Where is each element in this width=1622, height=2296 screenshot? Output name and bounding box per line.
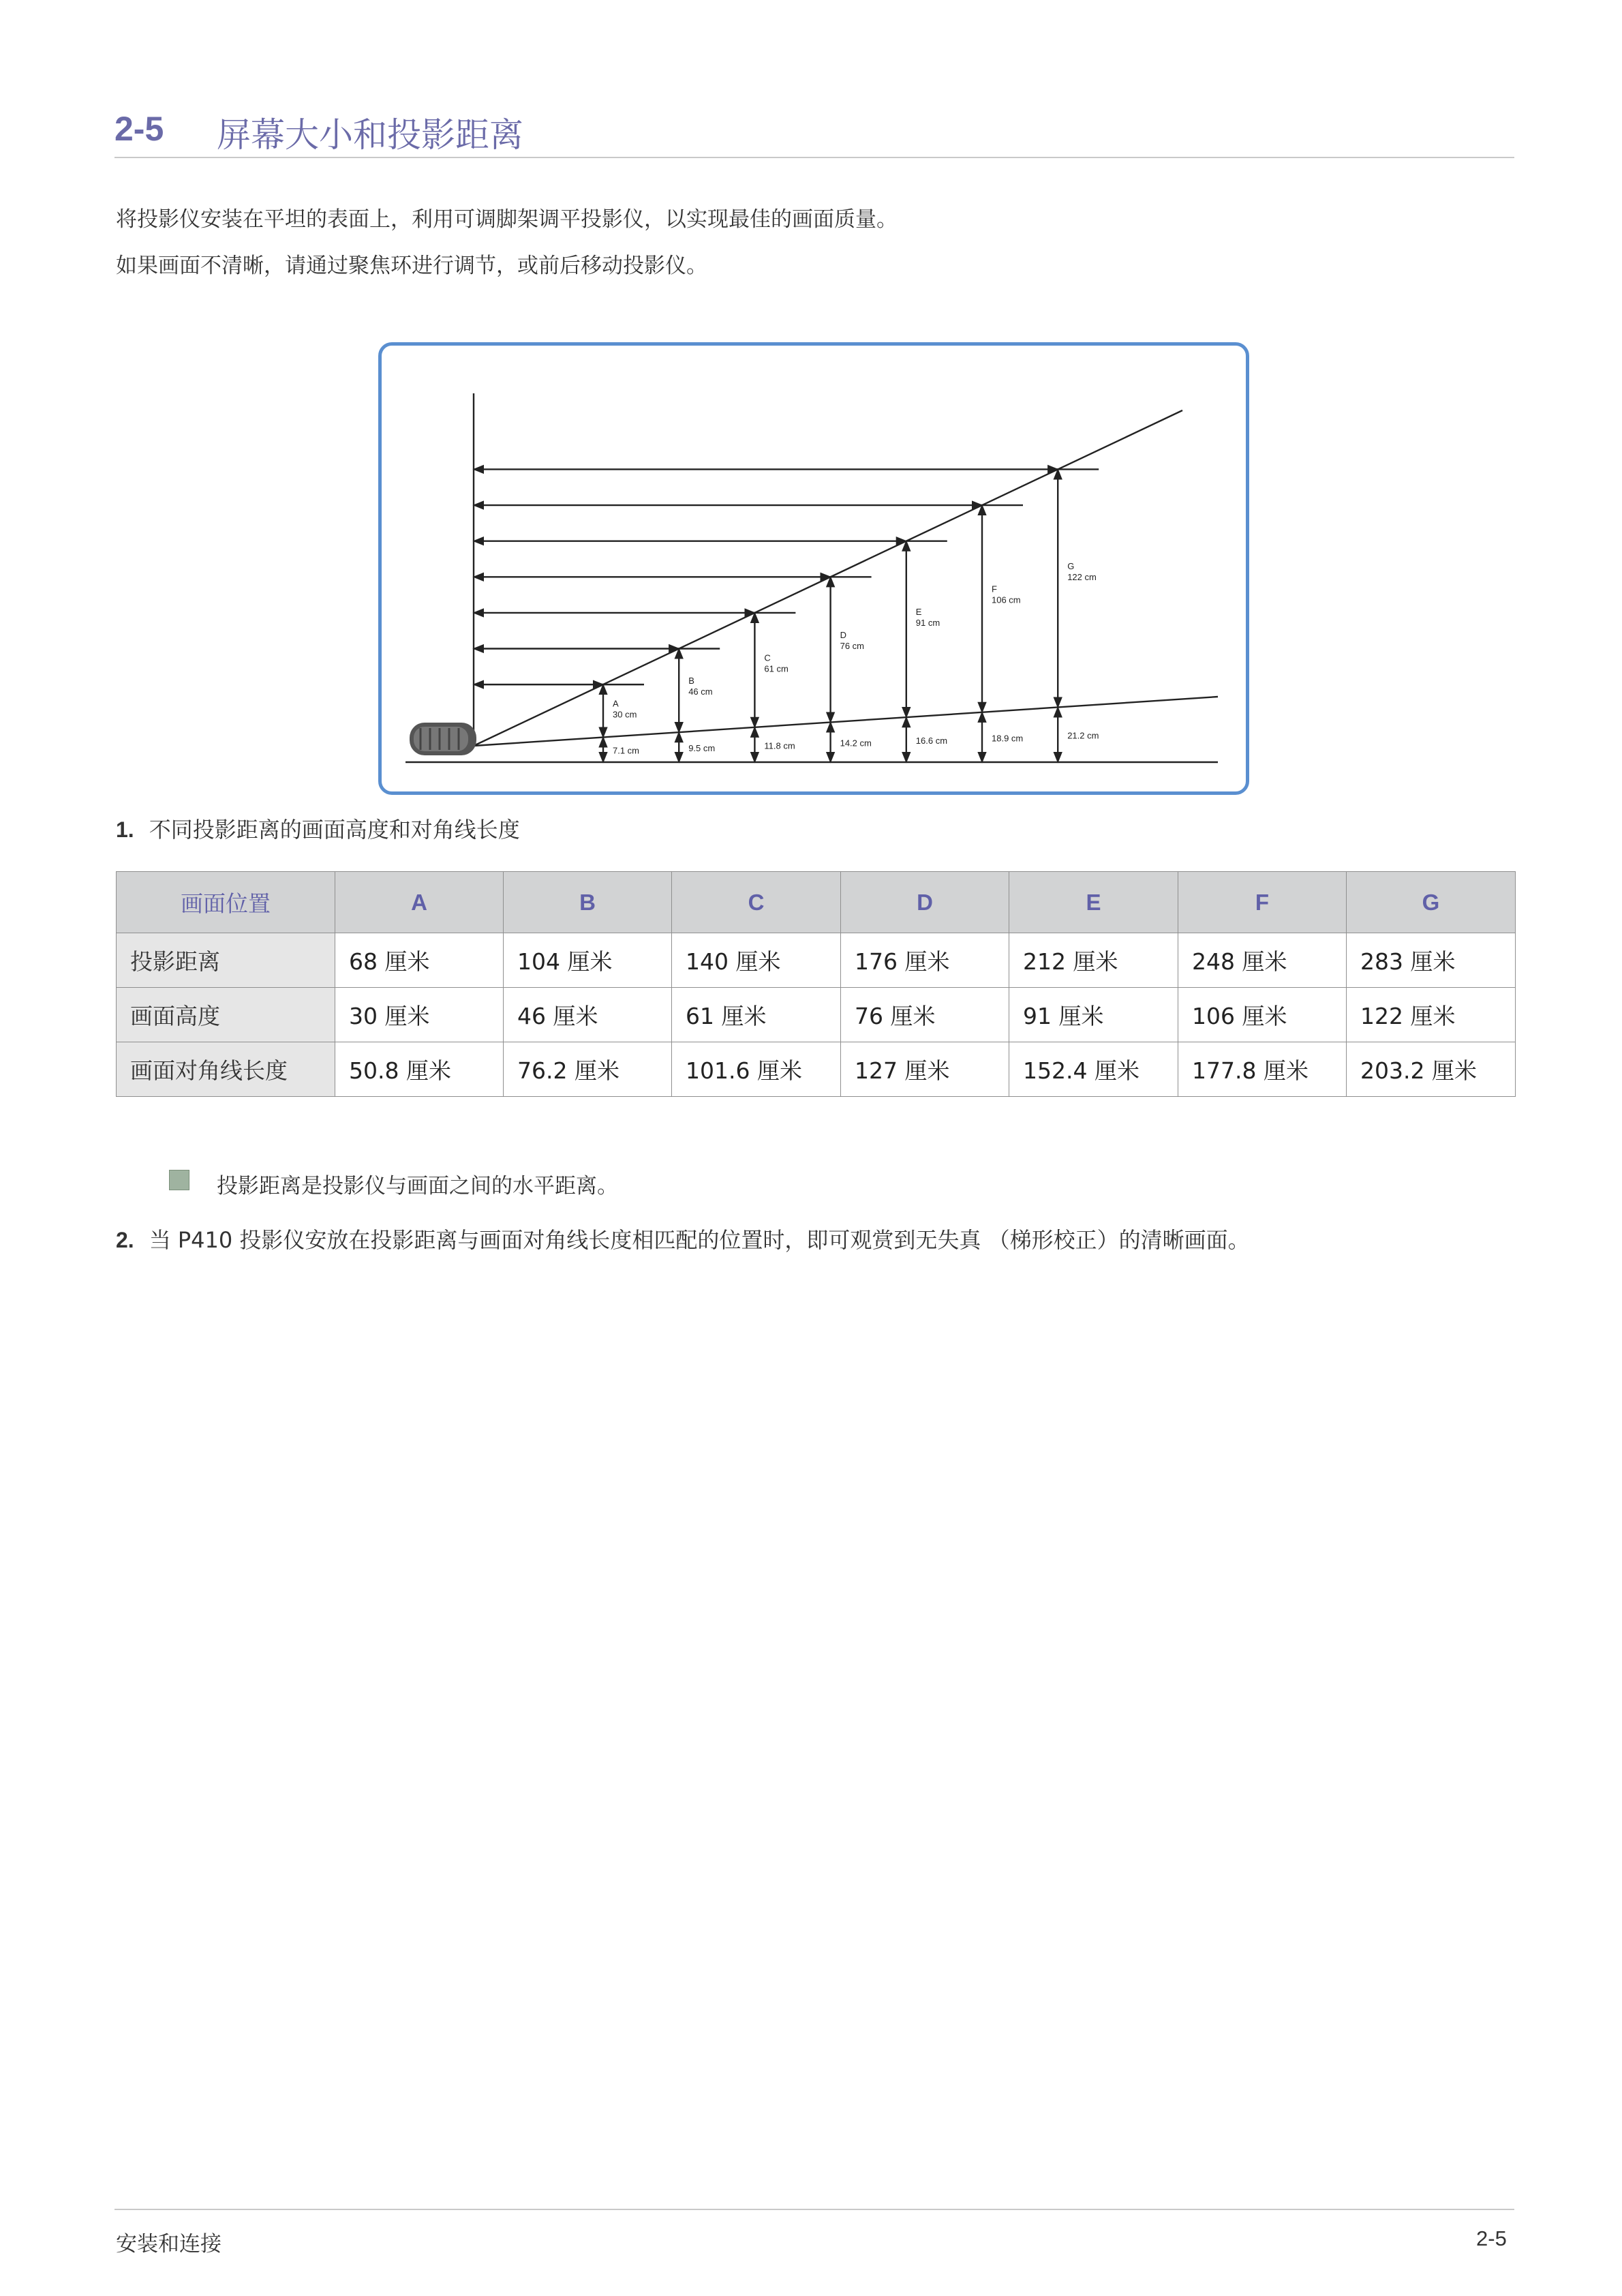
distance-table: [116, 871, 1516, 1097]
table-cell: 30 厘米: [335, 988, 504, 1042]
projection-distance-diagram: [378, 342, 1249, 795]
column-header-e: E: [1009, 872, 1178, 933]
column-header-c: C: [672, 872, 841, 933]
table-cell: 46 厘米: [504, 988, 672, 1042]
heading-divider: [114, 157, 1514, 158]
row-label: 画面高度: [117, 988, 335, 1042]
position-letter-g: G: [1067, 561, 1075, 572]
offset-label-c: 11.8 cm: [764, 740, 795, 751]
table-cell: 68 厘米: [335, 933, 504, 988]
height-label-e: 91 cm: [915, 618, 940, 629]
instruction-2: [116, 1223, 1250, 1254]
projector-icon: [410, 723, 476, 755]
footer-divider: [114, 2209, 1514, 2210]
note-text: 投影距离是投影仪与画面之间的水平距离。: [217, 1174, 618, 1198]
row-label: 画面对角线长度: [117, 1042, 335, 1097]
column-header-d: D: [841, 872, 1009, 933]
offset-label-f: 18.9 cm: [992, 733, 1024, 744]
column-header-b: B: [504, 872, 672, 933]
footer-section-name: 安装和连接: [116, 2232, 221, 2256]
offset-label-g: 21.2 cm: [1067, 730, 1099, 741]
table-cell: 203.2 厘米: [1347, 1042, 1516, 1097]
position-letter-c: C: [764, 652, 771, 663]
table-cell: 101.6 厘米: [672, 1042, 841, 1097]
table-cell: 176 厘米: [841, 933, 1009, 988]
height-label-f: 106 cm: [992, 594, 1021, 605]
table-cell: 76 厘米: [841, 988, 1009, 1042]
caption-1-text: 不同投影距离的画面高度和对角线长度: [149, 817, 520, 843]
height-label-b: 46 cm: [688, 686, 713, 697]
column-header-a: A: [335, 872, 504, 933]
offset-label-d: 14.2 cm: [840, 738, 872, 749]
height-label-a: 30 cm: [613, 709, 637, 720]
offset-label-b: 9.5 cm: [688, 743, 716, 754]
table-header-row: [117, 872, 1516, 933]
table-cell: 283 厘米: [1347, 933, 1516, 988]
caption-2-number: 2.: [116, 1228, 134, 1252]
table-cell: 212 厘米: [1009, 933, 1178, 988]
position-letter-f: F: [992, 584, 997, 594]
table-row: [117, 1042, 1516, 1097]
footer-page-number: 2-5: [1476, 2226, 1507, 2250]
offset-label-a: 7.1 cm: [613, 745, 640, 756]
position-letter-b: B: [688, 676, 694, 686]
intro-paragraph-2: 如果画面不清晰，请通过聚焦环进行调节，或前后移动投影仪。: [116, 254, 707, 278]
intro-paragraph-1: 将投影仪安装在平坦的表面上，利用可调脚架调平投影仪，以实现最佳的画面质量。: [116, 207, 898, 232]
table-cell: 76.2 厘米: [504, 1042, 672, 1097]
height-label-d: 76 cm: [840, 640, 865, 651]
table-cell: 177.8 厘米: [1178, 1042, 1347, 1097]
table-cell: 140 厘米: [672, 933, 841, 988]
table-cell: 248 厘米: [1178, 933, 1347, 988]
column-header-g: G: [1347, 872, 1516, 933]
height-label-c: 61 cm: [764, 663, 789, 674]
figure-caption-1: [116, 813, 520, 844]
table-cell: 91 厘米: [1009, 988, 1178, 1042]
height-label-g: 122 cm: [1067, 572, 1097, 583]
table-cell: 106 厘米: [1178, 988, 1347, 1042]
caption-1-number: 1.: [116, 817, 134, 842]
table-cell: 104 厘米: [504, 933, 672, 988]
offset-label-e: 16.6 cm: [915, 736, 948, 746]
caption-2-text: 当 P410 投影仪安放在投影距离与画面对角线长度相匹配的位置时，即可观赏到无失真 （梯形校正）的清晰画面。: [149, 1227, 1250, 1253]
position-letter-e: E: [915, 607, 922, 618]
note-icon: [169, 1170, 189, 1190]
table-row: [117, 988, 1516, 1042]
table-corner-header: 画面位置: [117, 872, 335, 933]
section-title: 屏幕大小和投影距离: [217, 115, 523, 155]
table-cell: 50.8 厘米: [335, 1042, 504, 1097]
table-cell: 61 厘米: [672, 988, 841, 1042]
table-row: [117, 933, 1516, 988]
table-cell: 127 厘米: [841, 1042, 1009, 1097]
position-letter-d: D: [840, 629, 846, 640]
table-cell: 152.4 厘米: [1009, 1042, 1178, 1097]
position-letter-a: A: [613, 698, 619, 709]
table-cell: 122 厘米: [1347, 988, 1516, 1042]
section-number: 2-5: [114, 110, 164, 148]
row-label: 投影距离: [117, 933, 335, 988]
column-header-f: F: [1178, 872, 1347, 933]
